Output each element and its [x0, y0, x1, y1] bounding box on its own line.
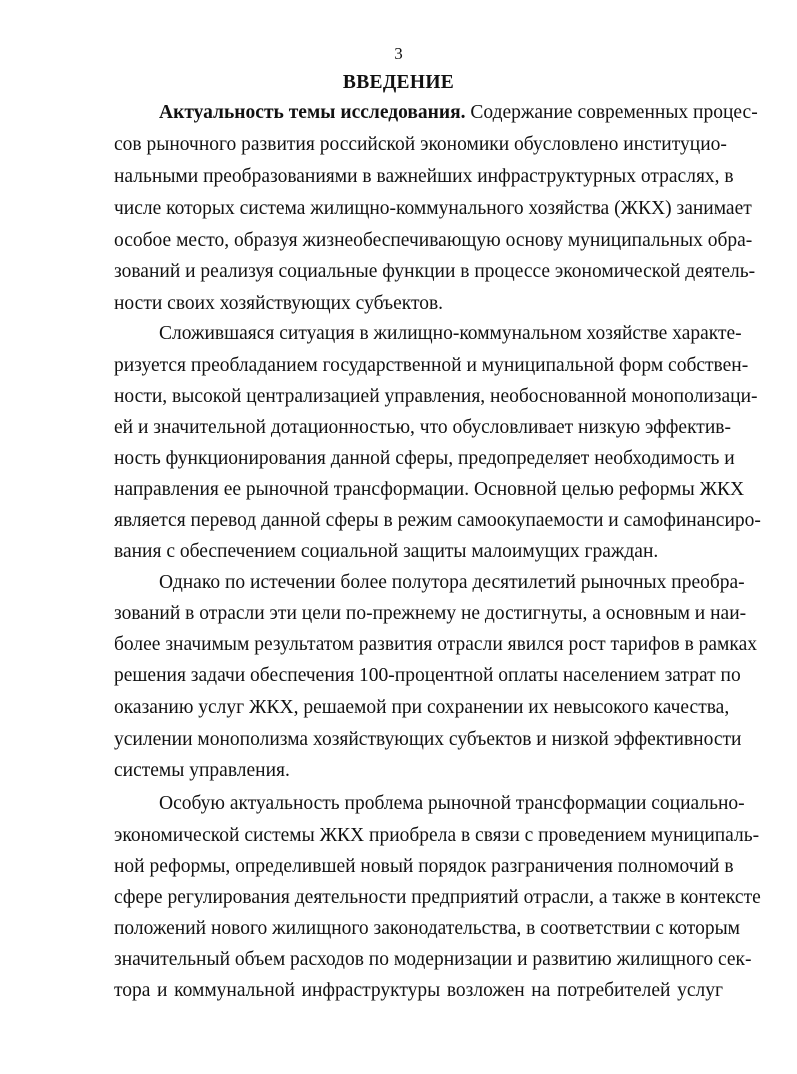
paragraph-line: Особую актуальность проблема рыночной трансформации социально- [159, 793, 745, 814]
paragraph-line: системы управления. [114, 760, 290, 781]
lead-in: Актуальность темы исследования. [159, 102, 466, 123]
paragraph-line: направления ее рыночной трансформации. Основной целью реформы ЖКХ [114, 479, 745, 500]
paragraph-line: вания с обеспечением социальной защиты малоимущих граждан. [114, 541, 659, 562]
paragraph-line: ности своих хозяйствующих субъектов. [114, 293, 444, 314]
paragraph-line: усилении монополизма хозяйствующих субъектов и низкой эффективности [114, 729, 742, 750]
paragraph-line: ризуется преобладанием государственной и муниципальной форм собствен- [114, 355, 749, 376]
paragraph-line: особое место, образуя жизнеобеспечивающую основу муниципальных обра- [114, 230, 753, 251]
paragraph-line: числе которых система жилищно-коммунального хозяйства (ЖКХ) занимает [114, 198, 752, 219]
paragraph-line: экономической системы ЖКХ приобрела в связи с проведением муниципаль- [114, 825, 760, 846]
paragraph-line: положений нового жилищного законодательства, в соответствии с которым [114, 918, 741, 939]
paragraph-line: зований в отрасли эти цели по-прежнему не достигнуты, а основным и наи- [114, 603, 747, 624]
paragraph-line: нальными преобразованиями в важнейших инфраструктурных отраслях, в [114, 166, 734, 187]
paragraph-line: ность функционирования данной сферы, предопределяет необходимость и [114, 448, 735, 469]
paragraph-line: Однако по истечении более полутора десятилетий рыночных преобра- [159, 572, 745, 593]
paragraph-line: сфере регулирования деятельности предприятий отрасли, а также в контексте [114, 887, 761, 908]
paragraph-line: зований и реализуя социальные функции в процессе экономической деятель- [114, 261, 756, 282]
paragraph-line: ной реформы, определившей новый порядок разграничения полномочий в [114, 856, 734, 877]
paragraph-line: тора и коммунальной инфраструктуры возложен на потребителей услуг [114, 980, 723, 1001]
paragraph-line: ей и значительной дотационностью, что обусловливает низкую эффектив- [114, 417, 731, 438]
section-heading: ВВЕДЕНИЕ [342, 72, 455, 93]
page-number: 3 [394, 44, 403, 63]
paragraph-line: более значимым результатом развития отрасли явился рост тарифов в рамках [114, 634, 757, 655]
paragraph-line: сов рыночного развития российской экономики обусловлено институцио- [114, 134, 727, 155]
paragraph-line: решения задачи обеспечения 100-процентной оплаты населением затрат по [114, 665, 741, 686]
paragraph-line: ности, высокой централизацией управления, необоснованной монополизаци- [114, 386, 758, 407]
paragraph-line: Актуальность темы исследования. Содержание современных процес- [159, 102, 758, 123]
paragraph-line: является перевод данной сферы в режим самоокупаемости и самофинансиро- [114, 510, 761, 531]
paragraph-line: Сложившаяся ситуация в жилищно-коммунальном хозяйстве характе- [159, 323, 742, 344]
paragraph-line: значительный объем расходов по модернизации и развитию жилищного сек- [114, 949, 752, 970]
paragraph-line: оказанию услуг ЖКХ, решаемой при сохранении их невысокого качества, [114, 697, 730, 718]
